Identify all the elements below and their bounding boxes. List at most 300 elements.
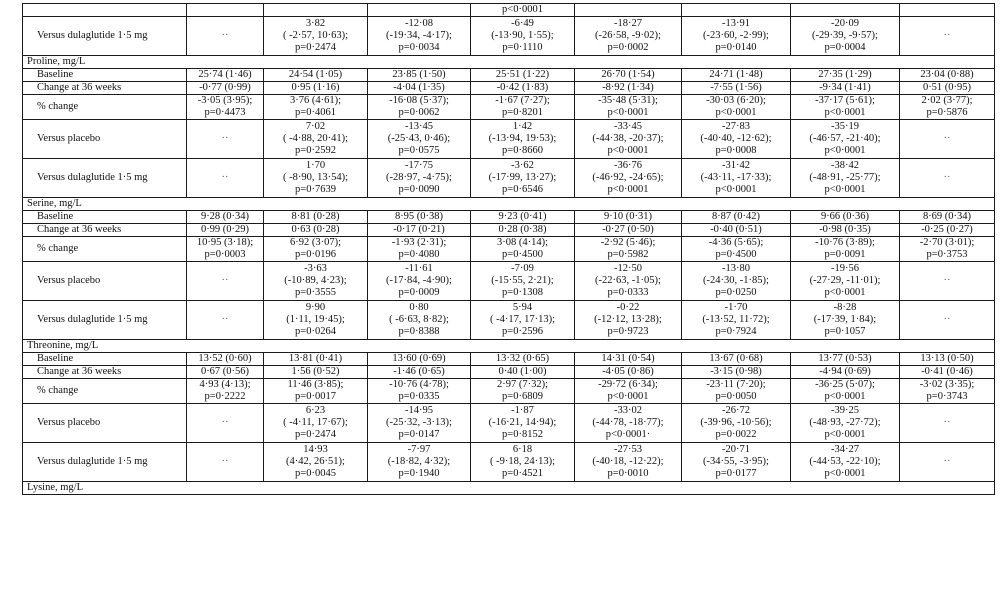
cell-line: -4·05 (0·86) (602, 366, 654, 377)
table-cell (264, 69, 368, 82)
not-applicable-cell (900, 443, 995, 482)
cell-line: p=0·2596 (502, 326, 543, 337)
cell-line: -12·50 (614, 263, 642, 274)
table-cell (471, 301, 575, 340)
cell-line: 1·56 (0·52) (291, 366, 340, 377)
table-cell (368, 211, 471, 224)
cell-line: p=0·0045 (295, 468, 336, 479)
pre-row-versus-dulaglutide-1-5-mg (23, 17, 995, 56)
cell-line: -38·42 (831, 160, 859, 171)
cell-line: (-25·43, 0·46); (387, 133, 451, 144)
proline-row-change-at-36-weeks (23, 82, 995, 95)
cell-line: 0·67 (0·56) (200, 366, 250, 377)
cell-line: -23·11 (7·20); (706, 379, 766, 390)
cell-line: -37·17 (5·61); (815, 95, 875, 106)
cell-line: 25·74 (1·46) (198, 69, 252, 80)
cell-line: 1·42 (512, 121, 533, 132)
cell-line: -0·42 (1·83) (496, 82, 549, 93)
row-label: Baseline (23, 69, 187, 82)
cell-line: 2·97 (7·32); (496, 379, 549, 390)
cell-line: p=0·0250 (715, 287, 757, 298)
results-table (22, 3, 995, 495)
table-cell (791, 301, 900, 340)
table-cell (368, 17, 471, 56)
table-cell (575, 262, 682, 301)
threonine-row-baseline (23, 353, 995, 366)
cell-line: -39·25 (831, 405, 859, 416)
cell-line: 13·52 (0·60) (198, 353, 252, 364)
cell-line: 0·28 (0·38) (498, 224, 547, 235)
table-cell (471, 224, 575, 237)
cell-line: p=0·0333 (607, 287, 649, 298)
cell-line: p=0·0050 (715, 391, 757, 402)
cell-line: -10·76 (3·89); (815, 237, 875, 248)
table-cell (575, 366, 682, 379)
row-label: Baseline (23, 211, 187, 224)
cell-line: (-44·78, -18·77); (592, 417, 664, 428)
row-label: Change at 36 weeks (23, 366, 187, 379)
table-cell (682, 262, 791, 301)
cell-line: p=0·4473 (204, 107, 246, 118)
table-cell (264, 95, 368, 120)
table-cell (368, 224, 471, 237)
table-cell (368, 237, 471, 262)
serine-row-baseline (23, 211, 995, 224)
table-cell (575, 4, 682, 17)
cell-line: (-23·60, -2·99); (703, 30, 769, 41)
cell-line: (-40·18, -12·22); (592, 456, 664, 467)
table-cell (575, 224, 682, 237)
table-cell (900, 95, 995, 120)
cell-line: p=0·0335 (398, 391, 440, 402)
cell-line: -16·08 (5·37); (389, 95, 449, 106)
cell-line: (-15·55, 2·21); (491, 275, 554, 286)
cell-line: (-24·30, -1·85); (703, 275, 769, 286)
cell-line: 9·28 (0·34) (200, 211, 250, 222)
threonine-row-versus-placebo (23, 404, 995, 443)
serine-row-change-at-36-weeks (23, 224, 995, 237)
cell-line: p=0·8388 (398, 326, 440, 337)
cell-line: ·· (943, 456, 951, 467)
cell-line: (-17·39, 1·84); (813, 314, 877, 325)
cell-line: ·· (943, 30, 951, 41)
cell-line: -1·67 (7·27); (495, 95, 550, 106)
results-table-container (22, 3, 994, 495)
table-cell (900, 69, 995, 82)
cell-line: p=0·0147 (398, 429, 440, 440)
cell-line: -0·41 (0·46) (921, 366, 973, 377)
not-applicable-cell (900, 301, 995, 340)
cell-line: -8·92 (1·34) (602, 82, 654, 93)
table-cell (575, 301, 682, 340)
cell-line: 13·60 (0·69) (392, 353, 446, 364)
cell-line: p=0·1940 (398, 468, 440, 479)
proline-section-header: Proline, mg/L (23, 56, 995, 69)
cell-line: p=0·0008 (715, 145, 757, 156)
cell-line: p=0·4500 (502, 249, 543, 260)
table-cell (368, 301, 471, 340)
table-cell (682, 301, 791, 340)
cell-line: 9·66 (0·36) (820, 211, 870, 222)
row-label: Change at 36 weeks (23, 82, 187, 95)
cell-line: p=0·5982 (607, 249, 649, 260)
table-cell (264, 366, 368, 379)
not-applicable-cell (900, 17, 995, 56)
cell-line: -6·49 (511, 18, 534, 29)
cell-line: p<0·0001 (607, 145, 649, 156)
threonine-row-change (23, 379, 995, 404)
cell-line: p=0·0002 (607, 42, 649, 53)
table-cell (791, 366, 900, 379)
not-applicable-cell (187, 159, 264, 198)
cell-line: p=0·0004 (824, 42, 866, 53)
cell-line: p=0·0003 (204, 249, 246, 260)
serine-row-versus-placebo (23, 262, 995, 301)
cell-line: ·· (221, 275, 229, 286)
row-label: Change at 36 weeks (23, 224, 187, 237)
cell-line: p=0·4521 (502, 468, 543, 479)
table-cell (264, 120, 368, 159)
cell-line: -4·36 (5·65); (708, 237, 764, 248)
cell-line: (-40·40, -12·62); (700, 133, 772, 144)
cell-line: 6·23 (305, 405, 326, 416)
cell-line: -7·97 (407, 444, 431, 455)
row-label: % change (23, 379, 187, 404)
table-cell (264, 379, 368, 404)
cell-line: p<0·0001 (607, 107, 649, 118)
cell-line: 4·93 (4·13); (199, 379, 251, 390)
cell-line: (-43·11, -17·33); (700, 172, 772, 183)
cell-line: 0·95 (1·16) (291, 82, 340, 93)
cell-line: -27·83 (722, 121, 750, 132)
row-label-empty (23, 4, 187, 17)
cell-line: ·· (221, 133, 229, 144)
table-cell (471, 237, 575, 262)
cell-line: (-29·39, -9·57); (812, 30, 878, 41)
cell-line: p=0·3743 (926, 391, 968, 402)
cell-line: -20·71 (722, 444, 750, 455)
cell-line: ·· (221, 417, 229, 428)
table-cell (791, 379, 900, 404)
table-cell (264, 262, 368, 301)
serine-row-versus-dulaglutide-1-5-mg (23, 301, 995, 340)
cell-line: -0·98 (0·35) (819, 224, 871, 235)
cell-line: 24·54 (1·05) (288, 69, 343, 80)
cell-line: -18·27 (614, 18, 642, 29)
table-cell (575, 159, 682, 198)
cell-line: ·· (221, 172, 229, 183)
proline-row-versus-dulaglutide-1-5-mg (23, 159, 995, 198)
row-label: Versus dulaglutide 1·5 mg (23, 443, 187, 482)
table-cell (791, 82, 900, 95)
table-cell (575, 211, 682, 224)
cell-line: (-22·63, -1·05); (595, 275, 661, 286)
table-cell (368, 443, 471, 482)
table-cell (368, 404, 471, 443)
table-cell (682, 211, 791, 224)
row-label: Versus placebo (23, 404, 187, 443)
cell-line: 27·35 (1·29) (818, 69, 872, 80)
proline-row-versus-placebo (23, 120, 995, 159)
cell-line: -33·45 (614, 121, 642, 132)
table-cell (368, 379, 471, 404)
cell-line: p=0·7924 (715, 326, 757, 337)
cell-line: 1·70 (305, 160, 326, 171)
table-cell (264, 211, 368, 224)
table-row-top (23, 4, 995, 17)
cell-line: 9·10 (0·31) (603, 211, 653, 222)
cell-line: ( -6·63, 8·82); (389, 314, 449, 325)
table-cell (682, 237, 791, 262)
table-cell (471, 211, 575, 224)
table-cell (682, 95, 791, 120)
cell-line: 26·70 (1·54) (601, 69, 655, 80)
cell-line: -2·70 (3·01); (919, 237, 975, 248)
table-cell (791, 404, 900, 443)
cell-line: (4·42, 26·51); (286, 456, 345, 467)
table-cell (368, 69, 471, 82)
not-applicable-cell (900, 262, 995, 301)
section-header-row (23, 56, 995, 69)
cell-line: -10·76 (4·78); (389, 379, 449, 390)
cell-line: p<0·0001 (715, 184, 757, 195)
cell-line: ( -8·90, 13·54); (282, 172, 349, 183)
table-cell (368, 82, 471, 95)
cell-line: 11·46 (3·85); (287, 379, 344, 390)
proline-row-baseline (23, 69, 995, 82)
cell-line: ( -4·88, 20·41); (282, 133, 349, 144)
cell-line: p<0·0001 (824, 391, 866, 402)
cell-line: p=0·0017 (295, 391, 336, 402)
cell-line: p=0·2592 (295, 145, 336, 156)
table-cell (791, 17, 900, 56)
table-cell (900, 366, 995, 379)
proline-row-change (23, 95, 995, 120)
cell-line: -19·56 (831, 263, 859, 274)
cell-line: p=0·0140 (715, 42, 757, 53)
cell-line: 0·80 (409, 302, 429, 313)
cell-line: p<0·0001 (824, 145, 866, 156)
table-cell (791, 237, 900, 262)
cell-line: (-13·94, 19·53); (488, 133, 557, 144)
table-cell (682, 366, 791, 379)
cell-line: 23·04 (0·88) (920, 69, 974, 80)
cell-line: 8·81 (0·28) (291, 211, 340, 222)
table-cell (187, 353, 264, 366)
cell-line: -7·55 (1·56) (710, 82, 762, 93)
cell-line: ( -4·17, 17·13); (489, 314, 556, 325)
cell-line: p<0·0001 (607, 391, 649, 402)
table-cell (187, 69, 264, 82)
cell-line: 14·31 (0·54) (601, 353, 655, 364)
cell-line: p=0·0575 (398, 145, 440, 156)
table-cell (791, 211, 900, 224)
cell-line: p=0·1057 (824, 326, 866, 337)
not-applicable-cell (187, 443, 264, 482)
table-cell (682, 17, 791, 56)
cell-line: ·· (943, 275, 951, 286)
table-cell (368, 95, 471, 120)
table-cell (471, 69, 575, 82)
cell-line: 8·87 (0·42) (711, 211, 761, 222)
table-cell (471, 404, 575, 443)
table-cell (187, 95, 264, 120)
cell-line: -9·34 (1·41) (819, 82, 871, 93)
table-cell (187, 366, 264, 379)
section-header-row (23, 198, 995, 211)
table-cell (682, 224, 791, 237)
cell-line: ·· (221, 30, 229, 41)
table-cell (471, 159, 575, 198)
table-cell (682, 404, 791, 443)
table-cell (368, 366, 471, 379)
table-cell (791, 69, 900, 82)
cell-line: -35·19 (831, 121, 859, 132)
threonine-row-versus-dulaglutide-1-5-mg (23, 443, 995, 482)
table-cell (264, 404, 368, 443)
cell-line: ·· (943, 417, 951, 428)
table-cell (900, 379, 995, 404)
table-cell (575, 443, 682, 482)
cell-line: (-25·32, -3·13); (386, 417, 452, 428)
table-cell (368, 159, 471, 198)
cell-line: -3·62 (511, 160, 534, 171)
table-cell (471, 262, 575, 301)
cell-line: -14·95 (405, 405, 433, 416)
table-cell (575, 404, 682, 443)
table-cell (264, 17, 368, 56)
cell-line: -13·45 (405, 121, 433, 132)
cell-line: p=0·6546 (502, 184, 543, 195)
table-cell (682, 69, 791, 82)
not-applicable-cell (900, 120, 995, 159)
cell-line: p=0·0022 (715, 429, 757, 440)
table-cell (471, 95, 575, 120)
row-label: Versus placebo (23, 262, 187, 301)
cell-line: p=0·1308 (502, 287, 543, 298)
cell-line: 8·95 (0·38) (394, 211, 444, 222)
cell-line: p=0·2474 (295, 429, 336, 440)
cell-line: 2·02 (3·77); (921, 95, 973, 106)
cell-line: p=0·9723 (607, 326, 649, 337)
not-applicable-cell (187, 404, 264, 443)
table-cell (682, 82, 791, 95)
cell-line: p=0·8201 (502, 107, 543, 118)
cell-line: p=0·4500 (715, 249, 757, 260)
table-cell (368, 120, 471, 159)
row-label: Versus placebo (23, 120, 187, 159)
cell-line: -0·22 (616, 302, 640, 313)
cell-line: 13·32 (0·65) (495, 353, 550, 364)
cell-line: -17·75 (405, 160, 433, 171)
table-cell: p<0·0001 (471, 4, 575, 17)
table-cell (791, 4, 900, 17)
table-cell (264, 224, 368, 237)
cell-line: (-27·29, -11·01); (809, 275, 881, 286)
not-applicable-cell (900, 159, 995, 198)
cell-line: (-46·57, -21·40); (809, 133, 881, 144)
cell-line: ·· (221, 456, 229, 467)
cell-line: p<0·0001 (824, 287, 866, 298)
table-cell (682, 353, 791, 366)
table-cell (791, 443, 900, 482)
table-cell (264, 301, 368, 340)
cell-line: p=0·0009 (398, 287, 440, 298)
cell-line: (-39·96, -10·56); (700, 417, 772, 428)
table-cell (264, 159, 368, 198)
table-cell (900, 224, 995, 237)
cell-line: 5·94 (512, 302, 533, 313)
table-cell (187, 237, 264, 262)
table-cell (791, 159, 900, 198)
cell-line: -29·72 (6·34); (598, 379, 658, 390)
table-cell (471, 82, 575, 95)
cell-line: p=0·0091 (824, 249, 866, 260)
threonine-row-change-at-36-weeks (23, 366, 995, 379)
cell-line: 24·71 (1·48) (709, 69, 763, 80)
cell-line: p=0·0264 (295, 326, 336, 337)
cell-line: p=0·0062 (398, 107, 440, 118)
cell-line: 8·69 (0·34) (922, 211, 972, 222)
cell-line: -1·93 (2·31); (391, 237, 447, 248)
cell-line: 10·95 (3·18); (196, 237, 254, 248)
cell-line: 0·63 (0·28) (291, 224, 340, 235)
table-cell (264, 237, 368, 262)
cell-line: ( -2·57, 10·63); (282, 30, 349, 41)
section-header-row (23, 340, 995, 353)
cell-line: -11·61 (405, 263, 433, 274)
cell-line: ·· (943, 314, 951, 325)
cell-line: -7·09 (511, 263, 534, 274)
table-cell (471, 366, 575, 379)
cell-line: p<0·0001 (607, 184, 649, 195)
cell-line: -20·09 (831, 18, 859, 29)
cell-line: p=0·8660 (502, 145, 543, 156)
cell-line: 3·08 (4·14); (496, 237, 549, 248)
cell-line: (-18·82, 4·32); (387, 456, 451, 467)
table-cell (264, 353, 368, 366)
table-cell (682, 120, 791, 159)
row-label: % change (23, 237, 187, 262)
table-cell (575, 17, 682, 56)
table-cell (187, 82, 264, 95)
table-cell (187, 224, 264, 237)
cell-line: -3·05 (3·95); (197, 95, 253, 106)
cell-line: p=0·0090 (398, 184, 440, 195)
cell-line: (-46·92, -24·65); (592, 172, 664, 183)
table-cell (575, 379, 682, 404)
cell-line: p=0·8152 (502, 429, 543, 440)
cell-line: (-26·58, -9·02); (595, 30, 661, 41)
cell-line: ·· (221, 314, 229, 325)
cell-line: -36·25 (5·07); (815, 379, 875, 390)
table-cell (575, 69, 682, 82)
row-label: Baseline (23, 353, 187, 366)
cell-line: -0·25 (0·27) (921, 224, 973, 235)
cell-line: (-48·91, -25·77); (809, 172, 881, 183)
table-cell (471, 443, 575, 482)
cell-line: 13·67 (0·68) (709, 353, 763, 364)
cell-line: -8·28 (833, 302, 857, 313)
cell-line: -30·03 (6·20); (706, 95, 766, 106)
cell-line: -1·87 (511, 405, 534, 416)
cell-line: (-48·93, -27·72); (809, 417, 881, 428)
section-header-row (23, 482, 995, 495)
cell-line: -31·42 (722, 160, 750, 171)
cell-line: p=0·1110 (502, 42, 543, 53)
row-label: Versus dulaglutide 1·5 mg (23, 17, 187, 56)
cell-line: 0·99 (0·29) (200, 224, 250, 235)
